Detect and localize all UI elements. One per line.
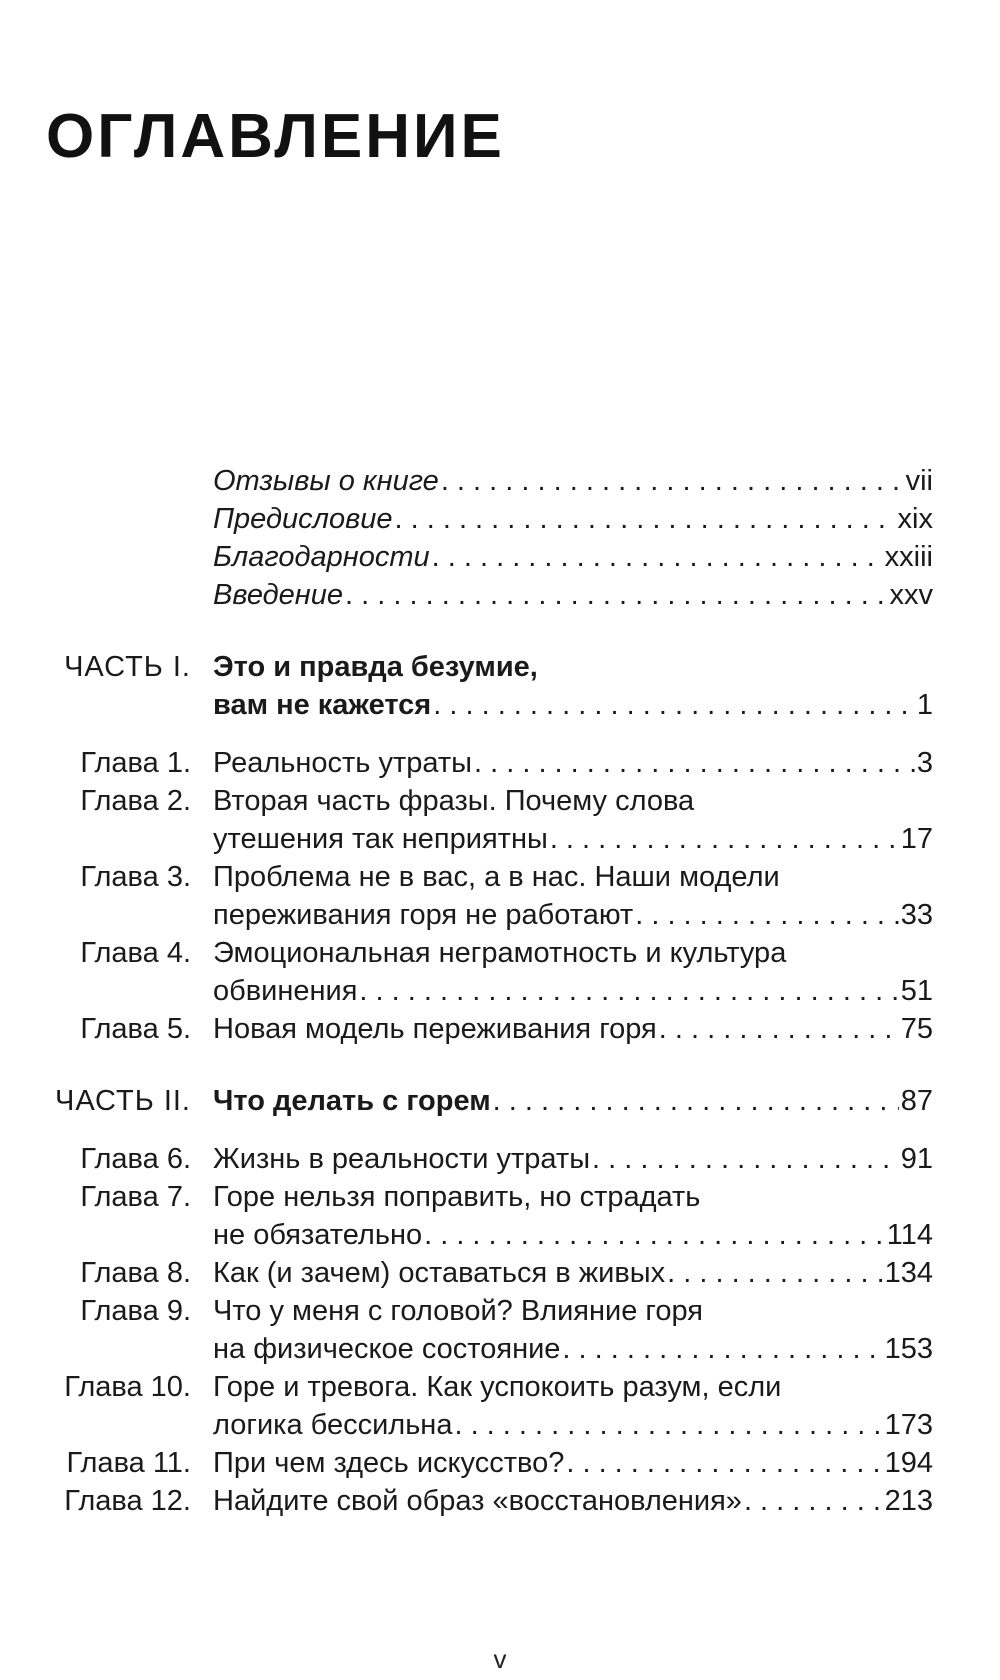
dot-leader xyxy=(432,538,883,576)
entry-page: xix xyxy=(897,503,933,535)
dot-leader xyxy=(474,744,915,782)
entry-title: Благодарности xyxy=(213,541,430,573)
entry-page: 3 xyxy=(916,747,933,779)
chapter-label: Глава 12. xyxy=(64,1485,191,1517)
entry-page: 33 xyxy=(900,899,933,931)
chapter-title: утешения так неприятны xyxy=(213,823,548,855)
entry-page: vii xyxy=(905,465,933,497)
toc-entry-reviews[interactable] xyxy=(0,462,1000,500)
chapter-title: Вторая часть фразы. Почему слова xyxy=(213,785,695,817)
entry-page: 213 xyxy=(884,1485,933,1517)
entry-page: 51 xyxy=(900,975,933,1007)
chapter-label: Глава 1. xyxy=(80,747,191,779)
chapter-label: Глава 10. xyxy=(64,1371,191,1403)
entry-page: 91 xyxy=(900,1143,933,1175)
entry-page: xxiii xyxy=(884,541,933,573)
entry-title: Введение xyxy=(213,579,344,611)
chapter-title: Эмоциональная неграмотность и культура xyxy=(213,937,787,969)
part-label: ЧАСТЬ I. xyxy=(64,651,191,683)
chapter-title: Как (и зачем) оставаться в живых xyxy=(213,1257,666,1289)
dot-leader xyxy=(566,1444,882,1482)
dot-leader xyxy=(394,500,895,538)
entry-page: 173 xyxy=(884,1409,933,1441)
chapter-title: При чем здесь искусство? xyxy=(213,1447,565,1479)
chapter-label: Глава 11. xyxy=(66,1447,191,1479)
part-title-line: Что делать с горем xyxy=(213,1085,491,1117)
dot-leader xyxy=(562,1330,882,1368)
toc-chapter-6[interactable] xyxy=(0,1140,1000,1178)
toc-entry-introduction[interactable] xyxy=(0,576,1000,614)
dot-leader xyxy=(441,462,904,500)
chapter-title: Горе нельзя поправить, но страдать xyxy=(213,1181,701,1213)
toc-entry-foreword[interactable] xyxy=(0,500,1000,538)
chapter-label: Глава 8. xyxy=(80,1257,191,1289)
part-label: ЧАСТЬ II. xyxy=(55,1085,191,1117)
dot-leader xyxy=(433,686,915,724)
entry-page: 75 xyxy=(900,1013,933,1045)
dot-leader xyxy=(744,1482,883,1520)
chapter-label: Глава 6. xyxy=(80,1143,191,1175)
entry-page: 114 xyxy=(886,1219,933,1251)
dot-leader xyxy=(635,896,899,934)
toc-chapter-10[interactable] xyxy=(0,1368,1000,1444)
entry-page: 134 xyxy=(884,1257,933,1289)
dot-leader xyxy=(667,1254,883,1292)
chapter-title: Реальность утраты xyxy=(213,747,472,779)
chapter-label: Глава 7. xyxy=(80,1181,191,1213)
entry-title: Отзывы о книге xyxy=(213,465,439,497)
chapter-title: Проблема не в вас, а в нас. Наши модели xyxy=(213,861,780,893)
chapter-label: Глава 3. xyxy=(80,861,191,893)
chapter-title: логика бессильна xyxy=(213,1409,453,1441)
toc-chapter-5[interactable] xyxy=(0,1010,1000,1048)
dot-leader xyxy=(424,1216,885,1254)
toc-chapter-8[interactable] xyxy=(0,1254,1000,1292)
toc-part-1[interactable] xyxy=(0,648,1000,724)
chapter-label: Глава 9. xyxy=(80,1295,191,1327)
page-number: v xyxy=(493,1644,507,1674)
page-title: ОГЛАВЛЕНИЕ xyxy=(46,101,505,171)
part-title-line: Это и правда безумие, xyxy=(213,651,538,683)
toc-chapter-7[interactable] xyxy=(0,1178,1000,1254)
toc-chapter-12[interactable] xyxy=(0,1482,1000,1520)
toc-chapter-3[interactable] xyxy=(0,858,1000,934)
dot-leader xyxy=(659,1010,899,1048)
chapter-label: Глава 2. xyxy=(80,785,191,817)
chapter-title: на физическое состояние xyxy=(213,1333,561,1365)
dot-leader xyxy=(550,820,899,858)
table-of-contents xyxy=(0,462,1000,1520)
dot-leader xyxy=(493,1082,899,1120)
chapter-label: Глава 5. xyxy=(80,1013,191,1045)
chapter-title: Что у меня с головой? Влияние горя xyxy=(213,1295,703,1327)
dot-leader xyxy=(345,576,887,614)
chapter-title: Жизнь в реальности утраты xyxy=(213,1143,591,1175)
chapter-title: не обязательно xyxy=(213,1219,423,1251)
chapter-title: переживания горя не работают xyxy=(213,899,634,931)
entry-page: 87 xyxy=(900,1085,933,1117)
chapter-title: Найдите свой образ «восстановления» xyxy=(213,1485,742,1517)
toc-entry-acknowledgements[interactable] xyxy=(0,538,1000,576)
toc-part-2[interactable] xyxy=(0,1082,1000,1120)
chapter-title: обвинения xyxy=(213,975,358,1007)
toc-chapter-4[interactable] xyxy=(0,934,1000,1010)
part-title-line: вам не кажется xyxy=(213,689,432,721)
entry-page: 1 xyxy=(916,689,933,721)
entry-page: 17 xyxy=(900,823,933,855)
chapter-title: Новая модель переживания горя xyxy=(213,1013,657,1045)
entry-page: 153 xyxy=(884,1333,933,1365)
dot-leader xyxy=(359,972,898,1010)
dot-leader xyxy=(454,1406,882,1444)
entry-title: Предисловие xyxy=(213,503,393,535)
entry-page: 194 xyxy=(884,1447,933,1479)
toc-chapter-1[interactable] xyxy=(0,744,1000,782)
toc-chapter-11[interactable] xyxy=(0,1444,1000,1482)
chapter-title: Горе и тревога. Как успокоить разум, если xyxy=(213,1371,782,1403)
dot-leader xyxy=(592,1140,899,1178)
chapter-label: Глава 4. xyxy=(80,937,191,969)
entry-page: xxv xyxy=(889,579,933,611)
toc-chapter-2[interactable] xyxy=(0,782,1000,858)
toc-chapter-9[interactable] xyxy=(0,1292,1000,1368)
